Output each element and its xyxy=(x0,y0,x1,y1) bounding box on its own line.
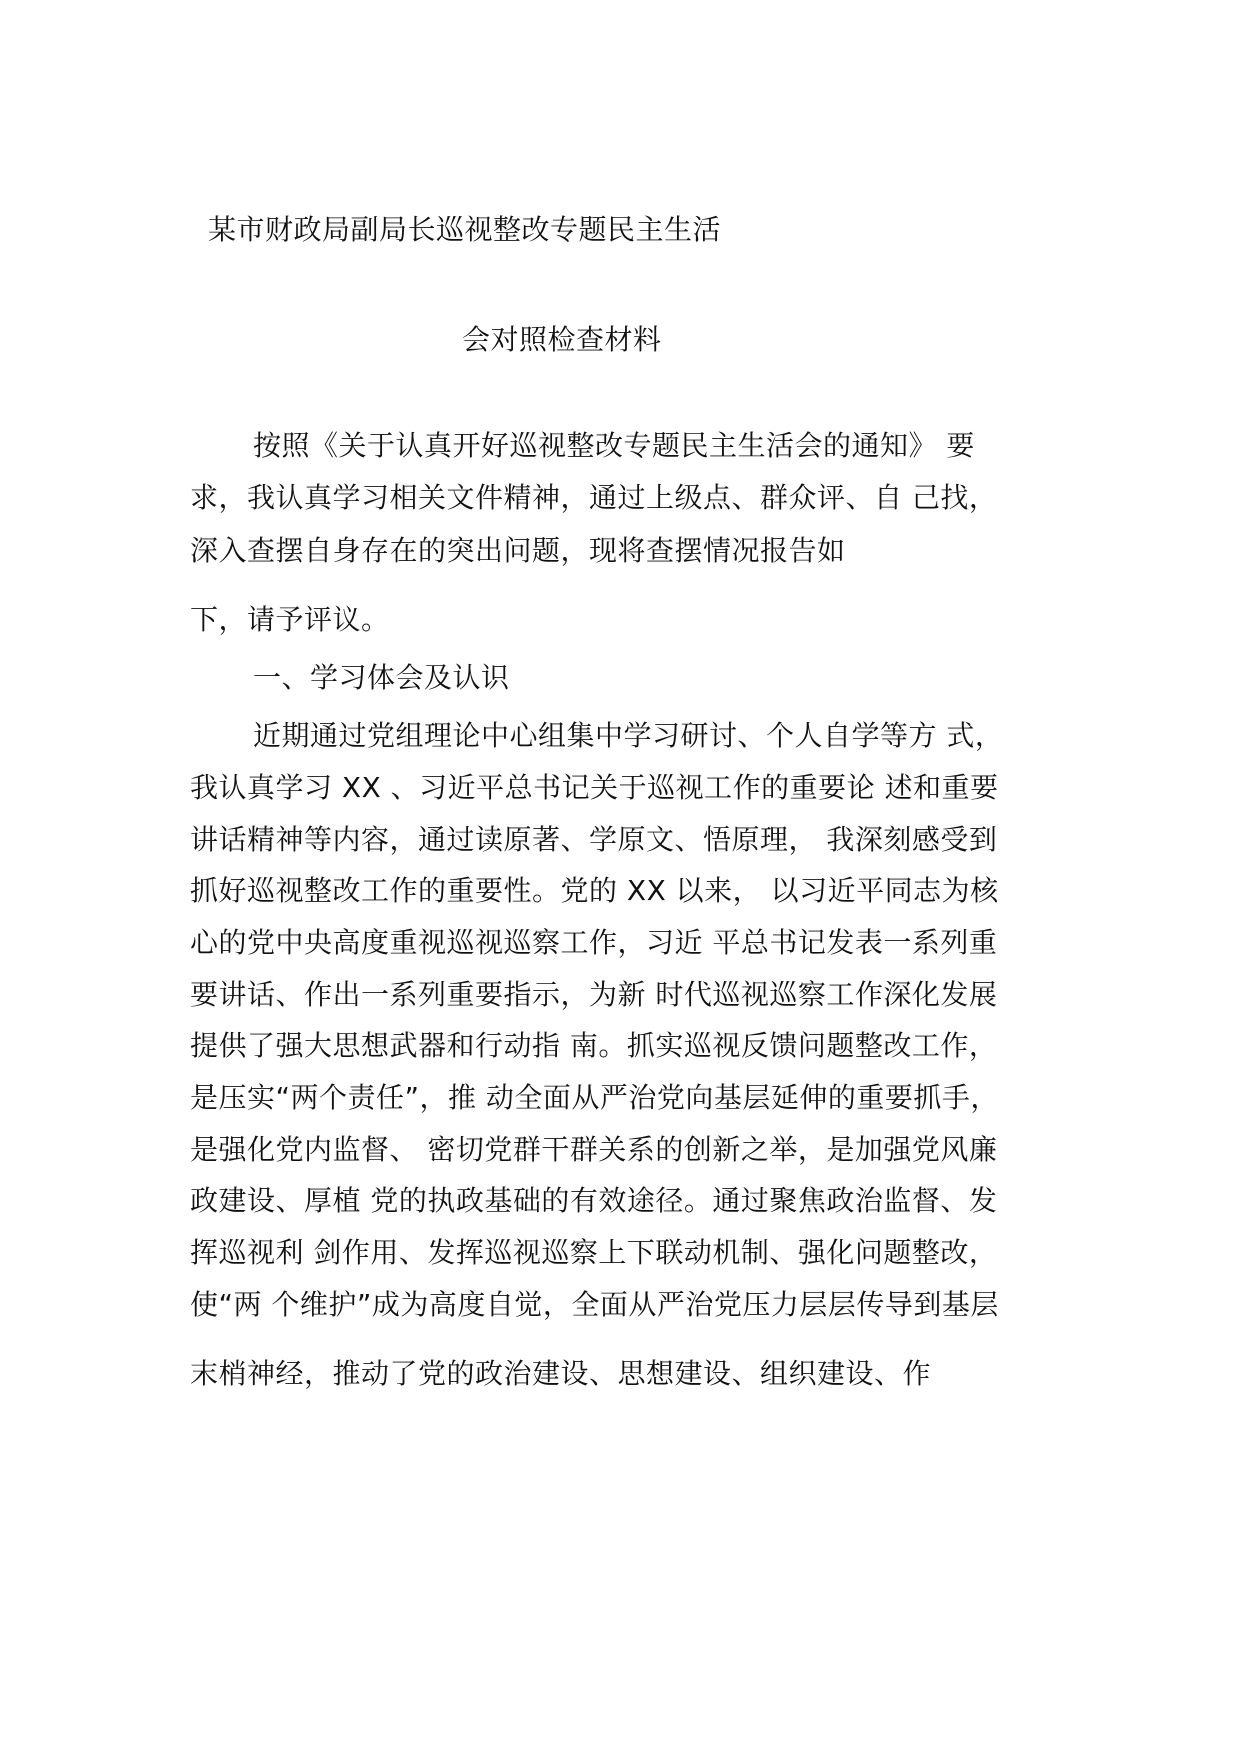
body-line-18: 末梢神经，推动了党的政治建设、思想建设、组织建设、作 xyxy=(190,1357,932,1390)
body-line-13: 是压实“两个责任”，推 动全面从严治党向基层延伸的重要抓手， xyxy=(190,1081,999,1114)
body-line-6: 近期通过党组理论中心组集中学习研讨、个人自学等方 式， xyxy=(253,719,1004,752)
body-line-15: 政建设、厚植 党的执政基础的有效途径。通过聚焦政治监督、发 xyxy=(190,1184,998,1217)
body-line-3: 深入查摆自身存在的突出问题，现将查摆情况报告如 xyxy=(190,534,846,567)
body-line-1: 按照《关于认真开好巡视整改专题民主生活会的通知》 要 xyxy=(253,429,975,462)
body-line-2: 求，我认真学习相关文件精神，通过上级点、群众评、自 己找， xyxy=(190,481,998,514)
body-line-4: 下，请予评议。 xyxy=(190,603,390,636)
body-line-8: 讲话精神等内容，通过读原著、学原文、悟原理， 我深刻感受到 xyxy=(190,823,998,856)
body-line-14: 是强化党内监督、 密切党群干群关系的创新之举，是加强党风廉 xyxy=(190,1133,998,1166)
body-line-11: 要讲话、作出一系列重要指示，为新 时代巡视巡察工作深化发展 xyxy=(190,978,998,1011)
body-line-7: 我认真学习 XX 、习近平总书记关于巡视工作的重要论 述和重要 xyxy=(190,771,999,804)
document-title-line-2: 会对照检查材料 xyxy=(462,323,662,356)
body-line-12: 提供了强大思想武器和行动指 南。抓实巡视反馈问题整改工作， xyxy=(190,1029,998,1062)
document-title-line-1: 某市财政局副局长巡视整改专题民主生活 xyxy=(208,213,722,246)
body-line-17: 使“两 个维护”成为高度自觉，全面从严治党压力层层传导到基层 xyxy=(190,1288,999,1321)
body-line-16: 挥巡视利 剑作用、发挥巡视巡察上下联动机制、强化问题整改， xyxy=(190,1236,998,1269)
body-line-10: 心的党中央高度重视巡视巡察工作，习近 平总书记发表一系列重 xyxy=(190,926,998,959)
body-line-9: 抓好巡视整改工作的重要性。党的 XX 以来， 以习近平同志为核 xyxy=(190,874,999,907)
section-heading-1: 一、学习体会及认识 xyxy=(253,661,510,694)
